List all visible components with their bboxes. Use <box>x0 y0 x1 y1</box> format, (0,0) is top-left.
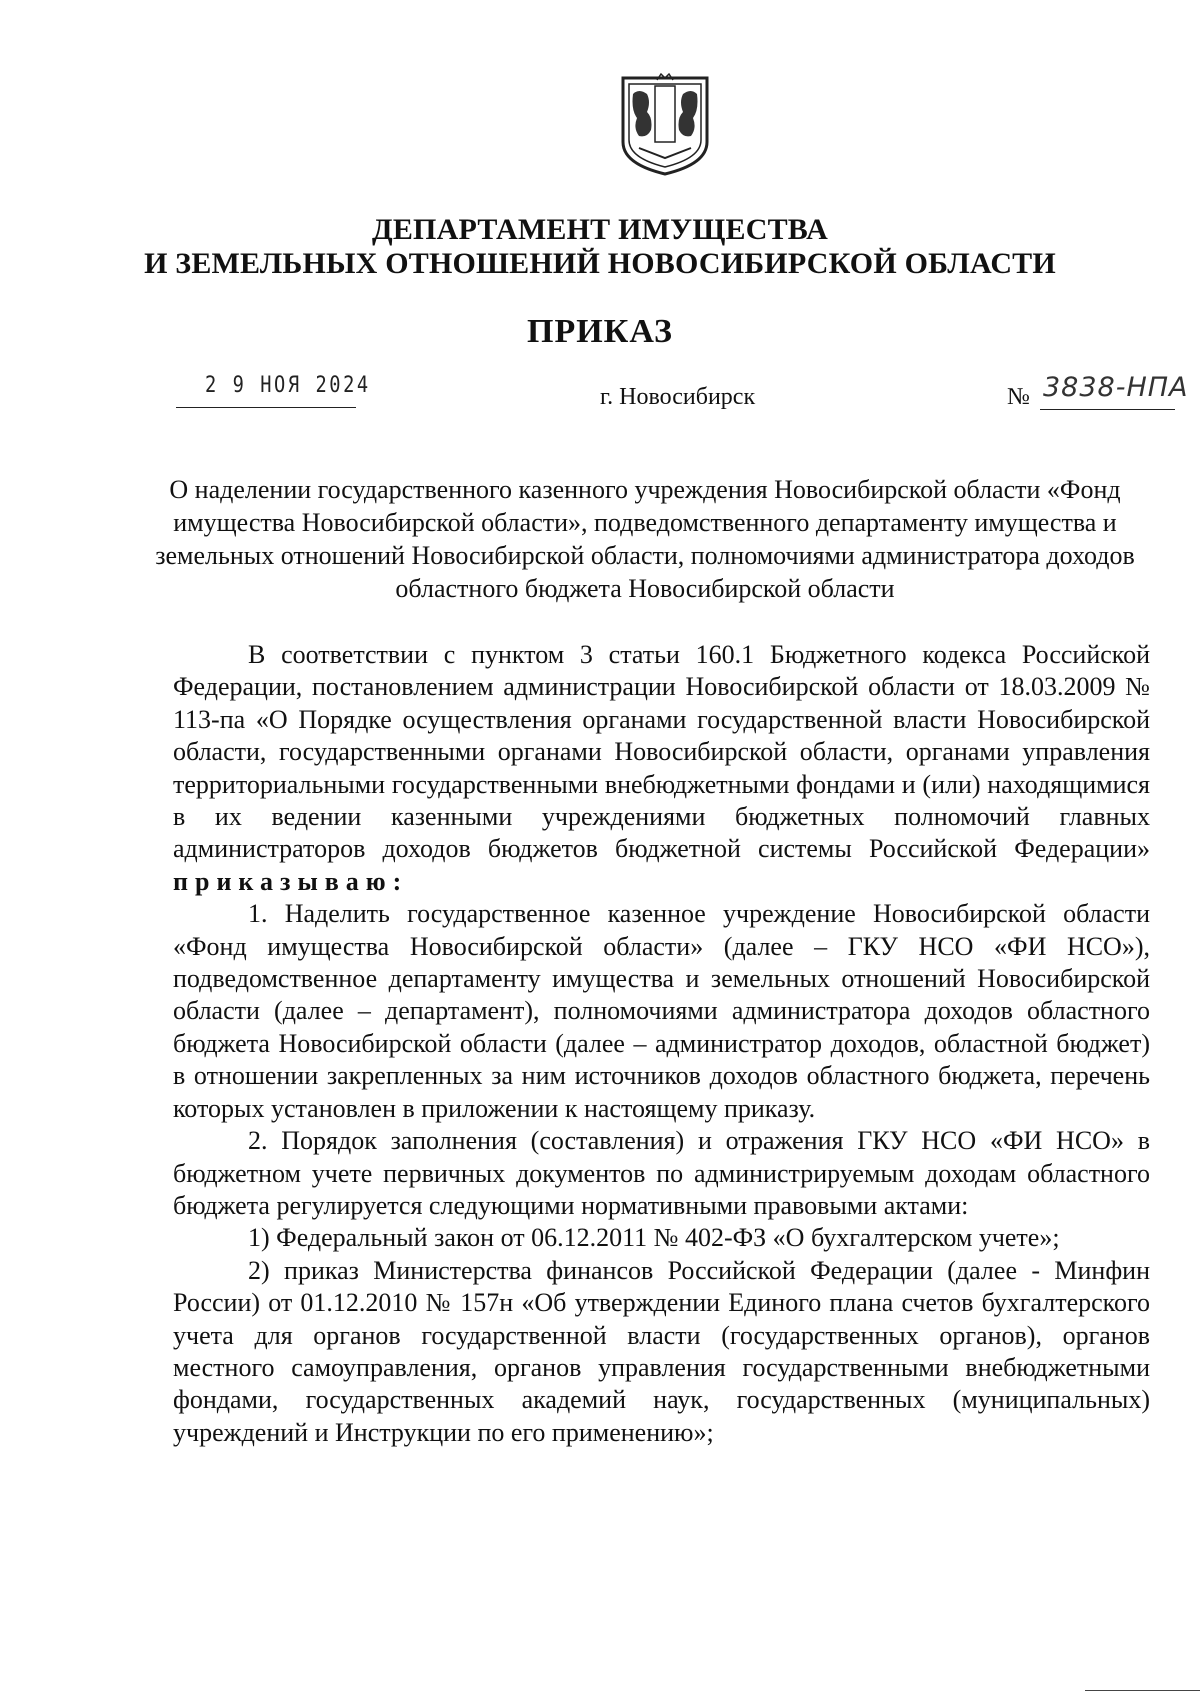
date-underline <box>176 407 356 408</box>
order-word: приказываю: <box>173 866 409 896</box>
city-label: г. Новосибирск <box>600 384 756 410</box>
document-number: 3838-НПА <box>1043 372 1189 403</box>
item-2-paragraph: 2. Порядок заполнения (составления) и отражения ГКУ НСО «ФИ НСО» в бюджетном учете первичных документов по администрируемым доходам областного бюджета регулируется следующими нормативными правовыми актами: <box>173 1126 1150 1220</box>
document-subject: О наделении государственного казенного учреждения Новосибирской области «Фонд имущества Новосибирской области», подведомственного департаменту имущества и земельных отношений Новосибирской области, полномочиями администратора доходов областного бюджета Новосибирской области <box>155 475 1135 603</box>
preamble-paragraph <box>173 639 1150 898</box>
coat-of-arms-emblem <box>617 72 713 178</box>
item-1-paragraph: 1. Наделить государственное казенное учреждение Новосибирской области «Фонд имущества Новосибирской области» (далее – ГКУ НСО «ФИ НСО»), подведомственное департаменту имущества и земельных отношений Новосибирской области (далее – департамент), полномочиями администратора доходов областного бюджета Новосибирской области (далее – администратор доходов, областной бюджет) в отношении закрепленных за ним источников доходов областного бюджета, перечень которых установлен в приложении к настоящему приказу. <box>173 899 1150 1123</box>
number-underline <box>1040 409 1175 410</box>
item-2-2-paragraph: 2) приказ Министерства финансов Российской Федерации (далее - Минфин России) от 01.12.2010 № 157н «Об утверждении Единого плана счетов бухгалтерского учета для органов государственной власти (государственных органов), органов местного самоуправления, органов управления государственными внебюджетными фондами, государственных академий наук, государственных (муниципальных) учреждений и Инструкции по его применению»; <box>173 1255 1150 1447</box>
date-stamp: 2 9 НОЯ 2024 <box>205 373 371 398</box>
item-2-1-paragraph: 1) Федеральный закон от 06.12.2011 № 402-ФЗ «О бухгалтерском учете»; <box>248 1223 1060 1253</box>
preamble-text: В соответствии с пунктом 3 статьи 160.1 Бюджетного кодекса Российской Федерации, постановлением администрации Новосибирской области от 18.03.2009 № 113-па «О Порядке осуществления органами государственной власти Новосибирской области, государственными органами Новосибирской области, органами управления территориальными государственными внебюджетными фондами и (или) находящимися в их ведении казенными учреждениями бюджетных полномочий главных администраторов доходов бюджетов бюджетной системы Российской Федерации» <box>173 640 1150 864</box>
number-label: № <box>1007 384 1030 410</box>
department-name-line1: ДЕПАРТАМЕНТ ИМУЩЕСТВА <box>372 213 828 246</box>
document-type-title: ПРИКАЗ <box>527 313 673 350</box>
department-name-line2: И ЗЕМЕЛЬНЫХ ОТНОШЕНИЙ НОВОСИБИРСКОЙ ОБЛАСТИ <box>144 247 1056 280</box>
document-body <box>173 639 1150 1449</box>
page-edge-line <box>1085 1690 1200 1691</box>
